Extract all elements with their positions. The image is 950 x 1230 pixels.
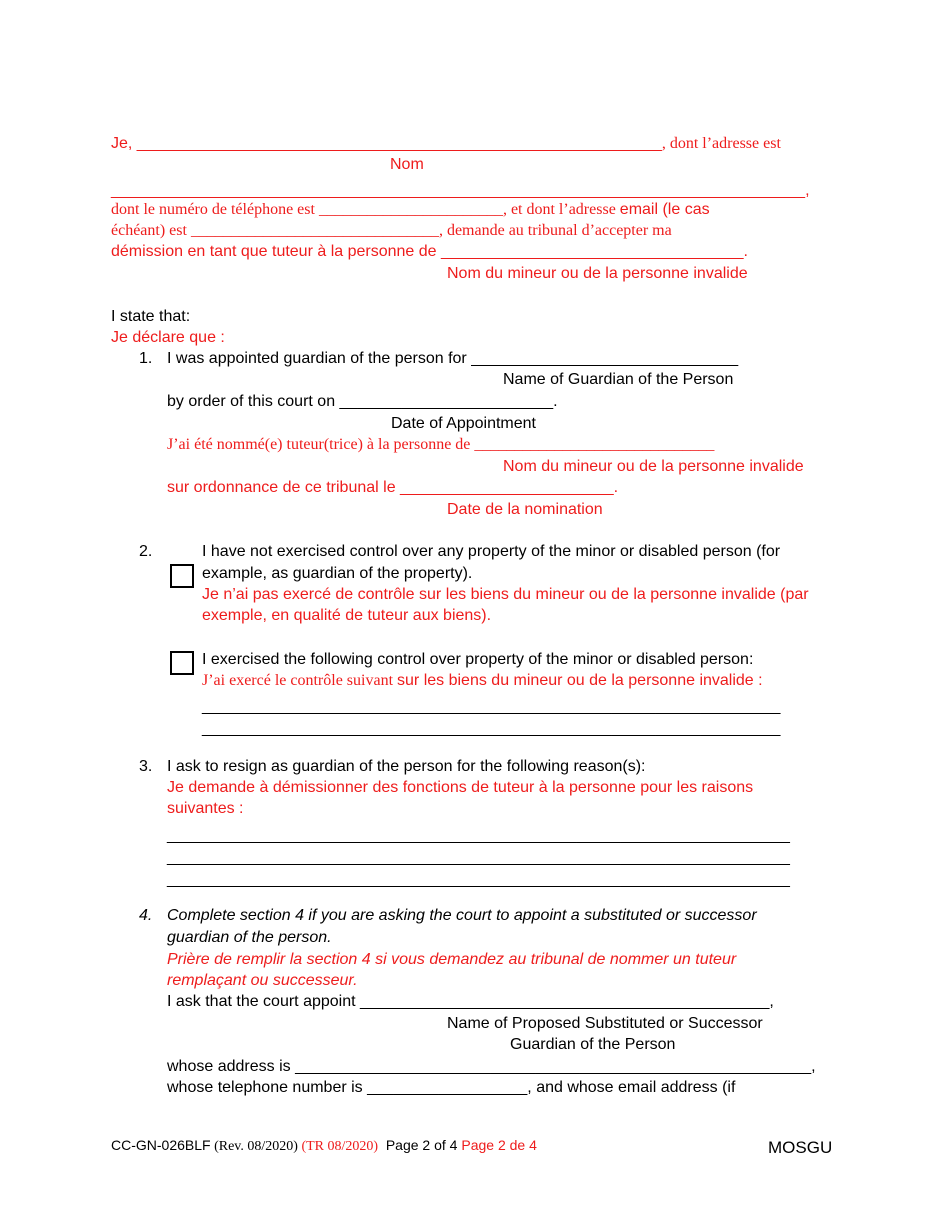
item3-number: 3.: [139, 758, 153, 775]
item1-fr-line2[interactable]: sur ordonnance de ce tribunal le ________________________.: [167, 479, 619, 496]
reason-blank-1[interactable]: ______________________________________________________________________: [167, 827, 790, 844]
proposed-guardian-label-1: Name of Proposed Substituted or Successor: [447, 1015, 763, 1032]
page-number-en: Page 2 of 4: [378, 1137, 462, 1153]
fr-appointment-date-label: Date de la nomination: [447, 501, 603, 518]
je-label: Je,: [111, 135, 137, 152]
guardian-name-label: Name of Guardian of the Person: [503, 371, 734, 388]
item4-en-line1: Complete section 4 if you are asking the court to appoint a substituted or successor: [167, 907, 757, 924]
item4-number: 4.: [139, 907, 153, 924]
item1-en-line1[interactable]: I was appointed guardian of the person for ______________________________: [167, 350, 739, 367]
item3-fr-line2: suivantes :: [167, 800, 244, 817]
proposed-guardian-label-2: Guardian of the Person: [510, 1036, 676, 1053]
state-fr: Je déclare que :: [111, 329, 225, 346]
intro-line-4: échéant) est _______________________________, demande au tribunal d’accepter ma: [111, 222, 672, 239]
item1-en-line2[interactable]: by order of this court on ________________________.: [167, 393, 558, 410]
appointment-date-label: Date of Appointment: [391, 415, 536, 432]
item2-opt1-fr-line2: exemple, en qualité de tuteur aux biens).: [202, 607, 492, 624]
form-id: CC-GN-026BLF: [111, 1137, 211, 1153]
control-blank-1[interactable]: _________________________________________________________________: [202, 698, 781, 715]
item4-en-line2: guardian of the person.: [167, 929, 332, 946]
fr-minor-name-label: Nom du mineur ou de la personne invalide: [503, 458, 804, 475]
item3-fr-line1: Je demande à démissionner des fonctions de tuteur à la personne pour les raisons: [167, 779, 754, 796]
form-revision: (Rev. 08/2020): [210, 1139, 302, 1154]
item2-opt2-fr: J’ai exercé le contrôle suivant sur les biens du mineur ou de la personne invalide :: [202, 672, 763, 689]
state-en: I state that:: [111, 308, 191, 325]
intro-line-1: [111, 134, 781, 154]
item2-opt1-en-line2: example, as guardian of the property).: [202, 565, 473, 582]
nom-label: Nom: [390, 156, 424, 173]
exercised-control-checkbox[interactable]: [170, 651, 194, 675]
item4-fr-line1: Prière de remplir la section 4 si vous demandez au tribunal de nommer un tuteur: [167, 951, 737, 968]
proposed-phone-line[interactable]: whose telephone number is __________________, and whose email address (if: [167, 1079, 736, 1096]
item2-opt1-en-line1: I have not exercised control over any property of the minor or disabled person (for: [202, 543, 781, 560]
item2-number: 2.: [139, 543, 153, 560]
name-blank[interactable]: ___________________________________________________________: [136, 135, 662, 152]
page-number-fr: Page 2 de 4: [461, 1137, 537, 1153]
footer-form-info: [111, 1135, 537, 1157]
email-blank[interactable]: _______________________________: [190, 222, 439, 239]
form-translation-revision: (TR 08/2020): [301, 1139, 379, 1154]
adresse-text: , dont l’adresse est: [661, 135, 781, 152]
item2-opt1-fr-line1: Je n’ai pas exercé de contrôle sur les biens du mineur ou de la personne invalide (par: [202, 586, 809, 603]
item1-number: 1.: [139, 350, 153, 367]
no-control-checkbox[interactable]: [170, 564, 194, 588]
reason-blank-3[interactable]: ______________________________________________________________________: [167, 871, 790, 888]
address-blank[interactable]: ______________________________________________________________________________,: [111, 182, 810, 199]
intro-line-3: dont le numéro de téléphone est _______________________, et dont l’adresse email (le cas: [111, 201, 710, 218]
control-blank-2[interactable]: _________________________________________________________________: [202, 720, 781, 737]
proposed-address-line[interactable]: whose address is __________________________________________________________,: [167, 1058, 816, 1075]
form-code: MOSGU: [768, 1138, 833, 1157]
proposed-guardian-line[interactable]: I ask that the court appoint ______________________________________________,: [167, 993, 774, 1010]
phone-blank[interactable]: _______________________: [318, 201, 503, 218]
item2-opt2-en: I exercised the following control over property of the minor or disabled person:: [202, 651, 754, 668]
item4-fr-line2: remplaçant ou successeur.: [167, 972, 358, 989]
intro-line-5: démission en tant que tuteur à la personne de __________________________________.: [111, 243, 748, 260]
item3-en: I ask to resign as guardian of the person for the following reason(s):: [167, 758, 646, 775]
item1-fr-line1[interactable]: J’ai été nommé(e) tuteur(trice) à la personne de ______________________________: [167, 436, 715, 453]
minor-name-label: Nom du mineur ou de la personne invalide: [447, 265, 748, 282]
minor-name-blank[interactable]: __________________________________: [441, 243, 744, 260]
reason-blank-2[interactable]: ______________________________________________________________________: [167, 849, 790, 866]
